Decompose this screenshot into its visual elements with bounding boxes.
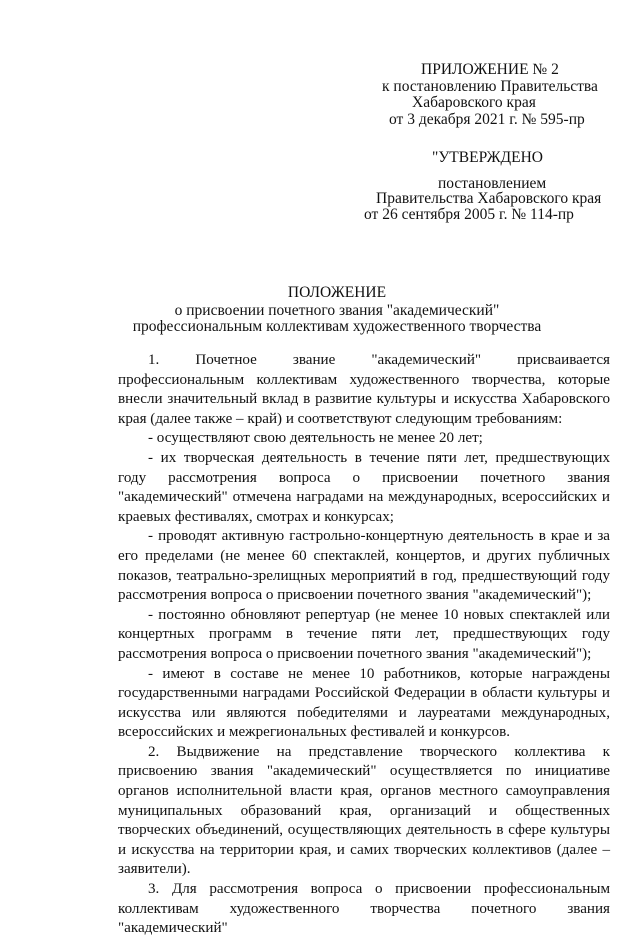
paragraph-requirement-5: - имеют в составе не менее 10 работников, которые награждены государственными наградами Российской Федерации в области культуры и искусства или являются победителями и лауреатами международных, всероссийских и межрегиональных фестивалей и конкурсов. [118,665,610,741]
appendix-resolution-line: к постановлению Правительства [382,78,598,95]
paragraph-2: 2. Выдвижение на представление творческого коллектива к присвоению звания "академический" осуществляется по инициативе органов исполнительной власти края, органов местного самоуправления муниципальных образований края, организаций и общественных творческих объединений, осуществляющих деятельность в сфере культуры и искусства на территории края, и самих творческих коллективов (далее – заявители). [118,743,610,878]
paragraph-1: 1. Почетное звание "академический" присваивается профессиональным коллективам художественного творчества, которые внесли значительный вклад в развитие культуры и искусства Хабаровского края (далее также – край) и соответствуют следующим требованиям: [118,352,610,427]
document-body [118,351,610,939]
paragraph-3: 3. Для рассмотрения вопроса о присвоении профессиональным коллективам художественного творчества почетного звания "академический" [118,881,610,937]
document-heading: ПОЛОЖЕНИЕ [287,284,387,301]
document-subtitle-line2: профессиональным коллективам художественного творчества [132,318,542,335]
approved-resolution-line: постановлением [438,175,547,192]
approved-label: "УТВЕРЖДЕНО [432,149,543,166]
paragraph-requirement-2: - их творческая деятельность в течение пяти лет, предшествующих году рассмотрения вопроса о присвоении почетного звания "академический" отмечена наградами на международных, всероссийских и краевых фестивалях, смотрах и конкурсах; [118,449,610,525]
approved-date-line: от 26 сентября 2005 г. № 114-пр [364,206,574,223]
document-subtitle-line1: о присвоении почетного звания "академический" [174,302,500,319]
appendix-region-line: Хабаровского края [412,94,536,111]
appendix-date-line: от 3 декабря 2021 г. № 595-пр [389,111,585,128]
appendix-label: ПРИЛОЖЕНИЕ № 2 [421,61,559,78]
paragraph-requirement-1: - осуществляют свою деятельность не менее 20 лет; [148,430,483,447]
paragraph-requirement-4: - постоянно обновляют репертуар (не менее 10 новых спектаклей или концертных программ в течение пяти лет, предшествующих году рассмотрения вопроса о присвоении почетного звания "академический"); [118,606,610,662]
approved-government-line: Правительства Хабаровского края [376,190,602,207]
paragraph-requirement-3: - проводят активную гастрольно-концертную деятельность в крае и за его пределами (не менее 60 спектаклей, концертов, и других публичных показов, театрально-зрелищных мероприятий в год, предшествующий году рассмотрения вопроса о присвоении почетного звания "академический"); [118,528,610,604]
